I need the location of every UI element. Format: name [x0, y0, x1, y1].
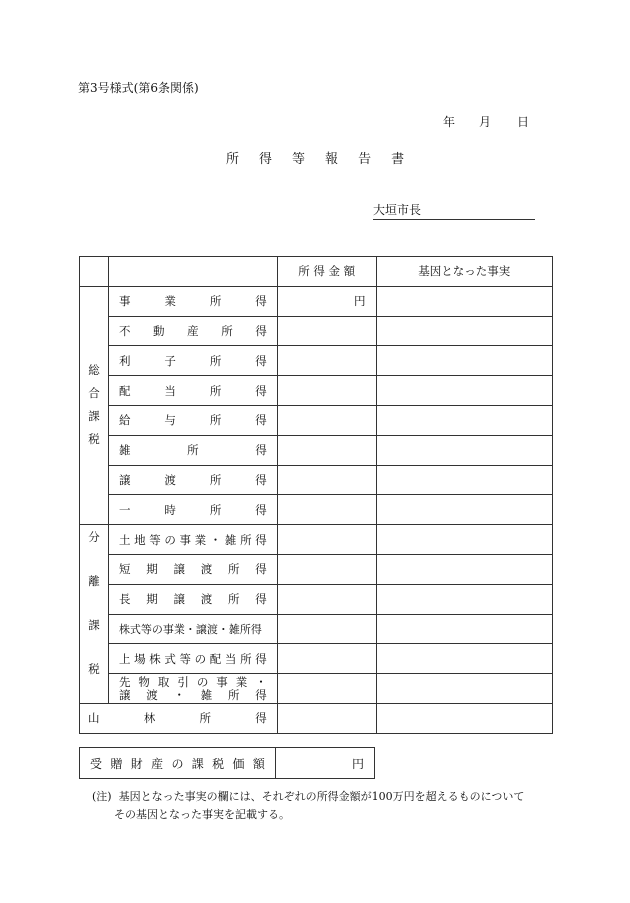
table-row	[80, 465, 553, 495]
row-label: 事 業 所 得	[108, 286, 277, 316]
row-label: 先 物 取 引 の 事 業 ・ 譲 渡 ・ 雑 所 得	[108, 674, 277, 704]
table-row	[80, 286, 553, 316]
basis-cell[interactable]	[376, 495, 552, 525]
recipient-field[interactable]: 大垣市長	[373, 201, 535, 220]
basis-cell[interactable]	[376, 465, 552, 495]
basis-cell[interactable]	[376, 376, 552, 406]
row-label: 株式等の事業・譲渡・雑所得	[108, 614, 277, 644]
table-row	[80, 644, 553, 674]
amount-cell[interactable]	[277, 346, 376, 376]
date-line	[443, 113, 529, 130]
amount-cell[interactable]	[277, 674, 376, 704]
amount-cell[interactable]	[277, 376, 376, 406]
note	[92, 788, 562, 824]
gift-amount-cell[interactable]: 円	[276, 748, 375, 779]
amount-cell[interactable]	[277, 316, 376, 346]
header-amount: 所 得 金 額	[277, 257, 376, 287]
row-label: 雑 所 得	[108, 435, 277, 465]
note-prefix: (注)	[92, 790, 112, 803]
basis-cell[interactable]	[376, 405, 552, 435]
table-header-row	[80, 257, 553, 287]
basis-cell[interactable]	[376, 703, 552, 733]
row-label: 山 林 所 得	[80, 703, 278, 733]
title-char: 得	[259, 152, 273, 167]
note-line-1: 基因となった事実の欄には、それぞれの所得金額が100万円を超えるものについて	[118, 790, 525, 803]
note-line-2: その基因となった事実を記載する。	[114, 808, 290, 821]
row-label: 短 期 譲 渡 所 得	[108, 554, 277, 584]
amount-cell[interactable]	[277, 525, 376, 555]
table-row	[80, 316, 553, 346]
header-blank-2	[108, 257, 277, 287]
basis-cell[interactable]	[376, 316, 552, 346]
basis-cell[interactable]	[376, 644, 552, 674]
amount-cell[interactable]	[277, 584, 376, 614]
basis-cell[interactable]	[376, 286, 552, 316]
basis-cell[interactable]	[376, 525, 552, 555]
table-row	[80, 435, 553, 465]
basis-cell[interactable]	[376, 554, 552, 584]
title-char: 所	[226, 152, 240, 167]
row-label: 土 地 等 の 事 業 ・ 雑 所 得	[108, 525, 277, 555]
basis-cell[interactable]	[376, 435, 552, 465]
amount-cell[interactable]	[277, 495, 376, 525]
table-row	[80, 525, 553, 555]
day-label: 日	[517, 115, 530, 129]
gift-table	[79, 747, 375, 779]
year-label: 年	[443, 115, 456, 129]
row-label: 譲 渡 所 得	[108, 465, 277, 495]
row-label: 配 当 所 得	[108, 376, 277, 406]
amount-cell[interactable]	[277, 435, 376, 465]
row-label: 上 場 株 式 等 の 配 当 所 得	[108, 644, 277, 674]
title-char: 報	[325, 152, 339, 167]
row-label: 利 子 所 得	[108, 346, 277, 376]
income-table	[79, 256, 553, 734]
amount-cell[interactable]: 円	[277, 286, 376, 316]
basis-cell[interactable]	[376, 346, 552, 376]
basis-cell[interactable]	[376, 584, 552, 614]
title-char: 書	[391, 152, 405, 167]
basis-cell[interactable]	[376, 674, 552, 704]
amount-cell[interactable]	[277, 644, 376, 674]
row-label: 不 動 産 所 得	[108, 316, 277, 346]
header-blank-1	[80, 257, 109, 287]
row-label: 長 期 譲 渡 所 得	[108, 584, 277, 614]
table-row	[80, 584, 553, 614]
amount-cell[interactable]	[277, 465, 376, 495]
form-number: 第3号様式(第6条関係)	[78, 81, 199, 95]
title-char: 等	[292, 152, 306, 167]
basis-cell[interactable]	[376, 614, 552, 644]
section-label-bunri: 分 離 課 税	[80, 525, 109, 704]
document-title	[226, 148, 424, 167]
section-label-sougou: 総 合 課 税	[80, 286, 109, 524]
amount-cell[interactable]	[277, 614, 376, 644]
title-char: 告	[358, 152, 372, 167]
header-basis: 基因となった事実	[376, 257, 552, 287]
amount-cell[interactable]	[277, 554, 376, 584]
table-row	[80, 674, 553, 704]
table-row	[80, 703, 553, 733]
table-row	[80, 614, 553, 644]
row-label: 一 時 所 得	[108, 495, 277, 525]
table-row	[80, 346, 553, 376]
gift-label: 受 贈 財 産 の 課 税 価 額	[80, 748, 276, 779]
table-row	[80, 405, 553, 435]
table-row	[80, 495, 553, 525]
month-label: 月	[479, 115, 492, 129]
row-label: 給 与 所 得	[108, 405, 277, 435]
table-row	[80, 376, 553, 406]
amount-cell[interactable]	[277, 703, 376, 733]
amount-cell[interactable]	[277, 405, 376, 435]
table-row	[80, 554, 553, 584]
